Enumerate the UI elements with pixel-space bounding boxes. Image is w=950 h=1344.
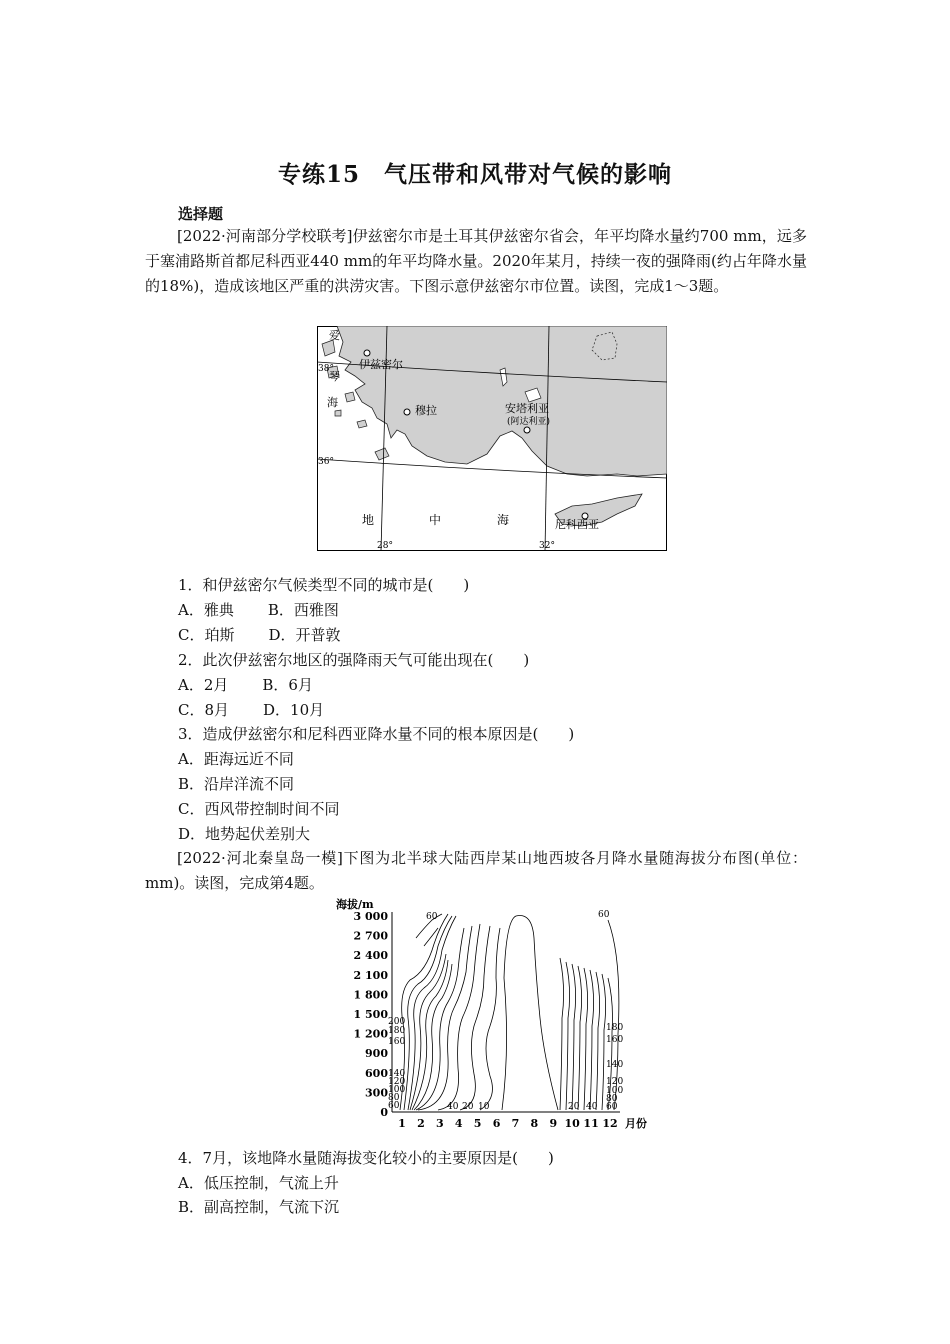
question-option-row — [178, 600, 339, 620]
option[interactable]: A．2月 — [178, 676, 229, 694]
contour-label: 100 — [388, 1085, 406, 1095]
contour-label: 160 — [388, 1037, 406, 1047]
option[interactable]: A．雅典 — [178, 601, 234, 619]
contour-label: 60 — [388, 1101, 400, 1111]
contour-label: 80 — [606, 1094, 618, 1104]
contour-label: 100 — [606, 1086, 624, 1096]
map-label: 海 — [497, 513, 510, 527]
contour-label: 60 — [606, 1102, 618, 1112]
x-tick-label: 12 — [602, 1117, 618, 1130]
lon-label: 32° — [539, 541, 555, 551]
question-option-row — [178, 700, 324, 720]
izmir-marker — [364, 350, 370, 356]
question-option-row — [178, 625, 341, 645]
y-tick-label: 0 — [380, 1106, 388, 1119]
map-label: 琴 — [329, 370, 340, 383]
contour-label: 20 — [568, 1102, 580, 1112]
y-tick-label: 2 700 — [353, 929, 388, 943]
contour-lines-left — [400, 914, 500, 1110]
x-tick-label: 8 — [530, 1117, 539, 1130]
contour-label: 200 — [388, 1017, 406, 1027]
map-label: (阿达利亚) — [507, 417, 551, 427]
contour-label: 120 — [388, 1077, 406, 1087]
map-label: 伊兹密尔 — [359, 358, 403, 371]
map-label: 中 — [429, 513, 442, 527]
contour-label: 60 — [598, 910, 610, 920]
x-tick-label: 6 — [492, 1117, 501, 1130]
x-tick-label: 4 — [454, 1117, 463, 1130]
question-stem: 4．7月，该地降水量随海拔变化较小的主要原因是( ) — [178, 1149, 554, 1167]
contour-label: 120 — [606, 1077, 624, 1087]
question-stem: 1．和伊兹密尔气候类型不同的城市是( ) — [178, 576, 470, 594]
x-tick-label: 1 — [398, 1117, 406, 1130]
map-label: 爱 — [329, 329, 340, 342]
map-label: 尼科西亚 — [555, 518, 599, 531]
contour-label: 180 — [606, 1023, 624, 1033]
contour-label: 10 — [478, 1102, 490, 1112]
map-label: 地 — [362, 513, 375, 527]
x-axis-label: 月份 — [625, 1117, 647, 1130]
section-heading: 选择题 — [178, 205, 224, 223]
x-tick-label: 3 — [435, 1117, 444, 1130]
chart-ylabel: 海拔/m — [336, 898, 374, 911]
option[interactable]: B．6月 — [262, 676, 313, 694]
x-tick-label: 7 — [511, 1117, 520, 1130]
y-tick-label: 300 — [365, 1086, 388, 1100]
contour-label: 80 — [388, 1093, 400, 1103]
contour-label: 160 — [606, 1035, 624, 1045]
y-tick-label: 900 — [365, 1047, 388, 1061]
lat-label: 38° — [318, 364, 334, 374]
y-tick-label: 2 400 — [353, 949, 388, 963]
x-tick-label: 2 — [417, 1117, 425, 1130]
option[interactable]: D．地势起伏差别大 — [178, 825, 311, 843]
contour-label: 20 — [462, 1102, 474, 1112]
precipitation-contour-chart — [330, 898, 660, 1134]
intro-paragraph-2: [2022·河北秦皇岛一模]下图为北半球大陆西岸某山地西坡各月降水量随海拔分布图(单位：mm)。读图，完成第4题。 — [145, 849, 807, 892]
y-tick-label: 2 100 — [353, 968, 388, 982]
map-label: 安塔利亚 — [505, 402, 549, 415]
antalya-marker — [524, 427, 530, 433]
x-tick-label: 10 — [564, 1117, 580, 1130]
question-stem: 2．此次伊兹密尔地区的强降雨天气可能出现在( ) — [178, 651, 530, 669]
option[interactable]: A．距海远近不同 — [178, 750, 294, 768]
option[interactable]: B．西雅图 — [267, 601, 339, 619]
contour-label: 180 — [388, 1026, 406, 1036]
option[interactable]: C．8月 — [178, 701, 230, 719]
option[interactable]: B．沿岸洋流不同 — [178, 775, 295, 793]
option[interactable]: A．低压控制，气流上升 — [178, 1174, 339, 1192]
contour-label: 140 — [606, 1060, 624, 1070]
y-tick-label: 600 — [365, 1066, 388, 1080]
x-tick-label: 5 — [473, 1117, 482, 1130]
option[interactable]: B．副高控制，气流下沉 — [178, 1198, 340, 1216]
option[interactable]: C．西风带控制时间不同 — [178, 800, 340, 818]
contour-label: 60 — [426, 912, 438, 922]
page-title: 专练15 气压带和风带对气候的影响 — [277, 161, 672, 188]
intro-paragraph-1: [2022·河南部分学校联考]伊兹密尔市是土耳其伊兹密尔省会，年平均降水量约700 mm，远多于塞浦路斯首都尼科西亚440 mm的年平均降水量。2020年某月，持续一夜的强降雨(约占年降水量的18%)，造成该地区严重的洪涝灾害。下图示意伊兹密尔市位置。读图，完成1～3题。 — [145, 227, 807, 295]
map-label: 穆拉 — [415, 404, 437, 417]
option[interactable]: C．珀斯 — [178, 626, 235, 644]
option[interactable]: D．10月 — [263, 701, 325, 719]
y-tick-label: 1 500 — [353, 1008, 388, 1021]
contour-label: 40 — [447, 1102, 459, 1112]
option[interactable]: D．开普敦 — [268, 626, 341, 644]
y-tick-label: 1 200 — [353, 1027, 388, 1041]
lon-label: 28° — [377, 541, 393, 551]
contour-label: 40 — [586, 1102, 598, 1112]
x-tick-label: 11 — [583, 1117, 599, 1130]
y-tick-label: 1 800 — [353, 988, 388, 1002]
lat-label: 36° — [318, 457, 334, 467]
question-option-row — [178, 675, 313, 695]
mugla-marker — [404, 409, 410, 415]
map-label: 海 — [327, 396, 338, 409]
izmir-location-map — [317, 326, 667, 551]
x-tick-label: 9 — [549, 1117, 558, 1130]
y-tick-label: 3 000 — [353, 910, 388, 923]
question-stem: 3．造成伊兹密尔和尼科西亚降水量不同的根本原因是( ) — [178, 725, 575, 743]
contour-label: 140 — [388, 1069, 406, 1079]
